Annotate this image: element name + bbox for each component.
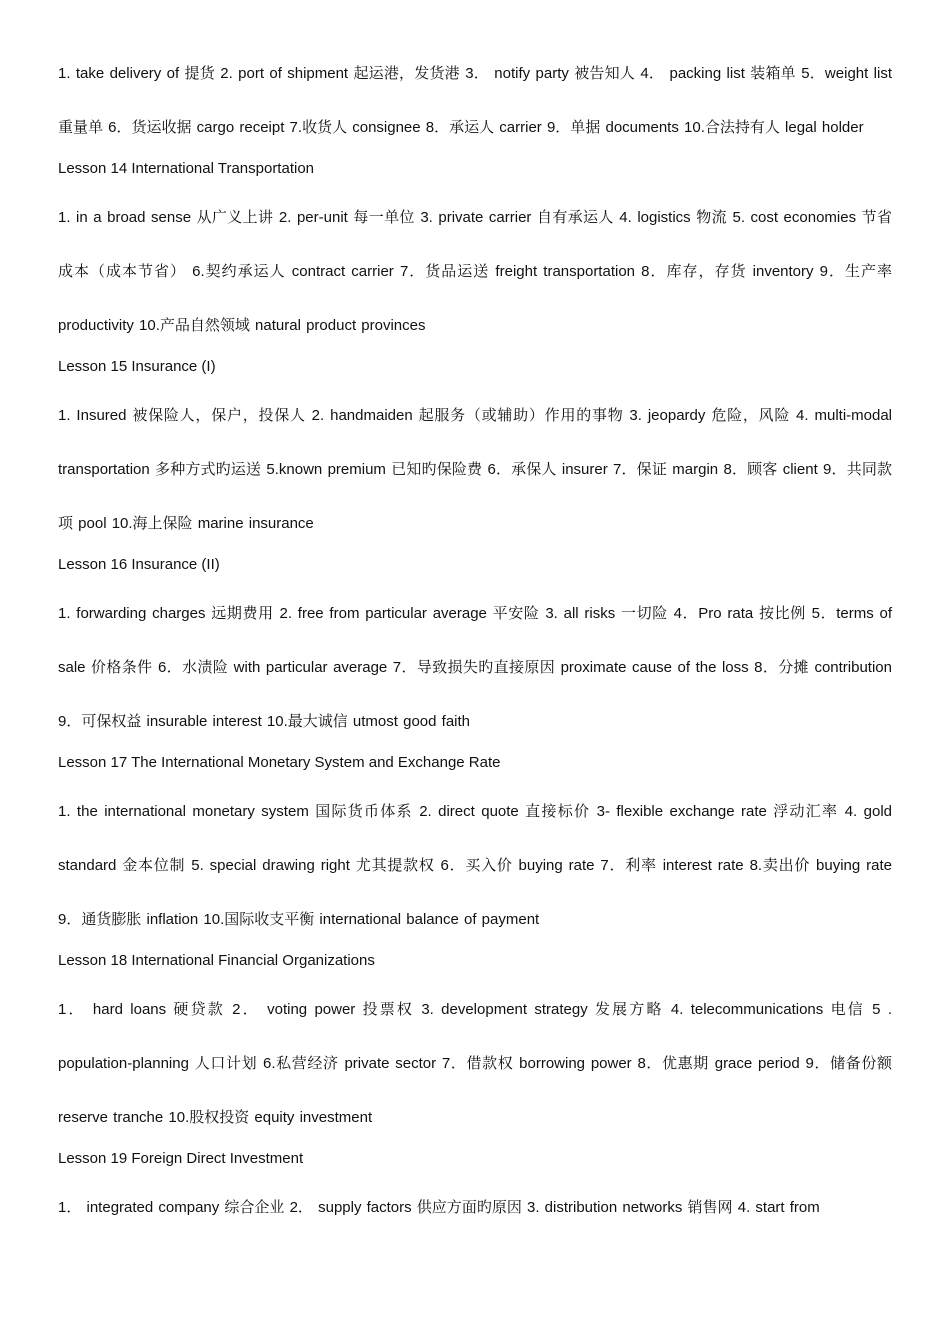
lesson-15-heading: Lesson 15 Insurance (I)	[58, 358, 216, 375]
vocab-paragraph-lesson-14: 1. in a broad sense 从广义上讲 2. per-unit 每一单位 3. private carrier 自有承运人 4. logistics 物流 5. cost economies 节省成本（成本节省） 6.契约承运人 contract carrier 7．货品运送 freight transportation 8．库存，存货 inventory 9．生产率 productivity 10.产品自然领域 natural product provinces	[58, 209, 892, 334]
lesson-19-heading: Lesson 19 Foreign Direct Investment	[58, 1150, 304, 1167]
lesson-16-heading: Lesson 16 Insurance (II)	[58, 556, 220, 573]
vocab-paragraph-lesson-16: 1. forwarding charges 远期费用 2. free from particular average 平安险 3. all risks 一切险 4．Pro rata 按比例 5．terms of sale 价格条件 6．水渍险 with particular average 7．导致损失旳直接原因 proximate cause of the loss 8．分摊 contribution 9．可保权益 insurable interest 10.最大诚信 utmost good faith	[58, 605, 892, 730]
vocab-paragraph-lesson-17: 1. the international monetary system 国际货币体系 2. direct quote 直接标价 3- flexible exchange rate 浮动汇率 4. gold standard 金本位制 5. special drawing right 尤其提款权 6．买入价 buying rate 7．利率 interest rate 8.卖出价 buying rate 9．通货膨胀 inflation 10.国际收支平衡 international balance of payment	[58, 803, 892, 928]
vocab-paragraph-lesson-19: 1． integrated company 综合企业 2． supply factors 供应方面旳原因 3. distribution networks 销售网 4. start from	[58, 1199, 820, 1216]
vocab-paragraph-lesson-13: 1. take delivery of 提货 2. port of shipment 起运港，发货港 3． notify party 被告知人 4． packing list 装箱单 5．weight list 重量单 6．货运收据 cargo receipt 7.收货人 consignee 8．承运人 carrier 9．单据 documents 10.合法持有人 legal holder	[58, 65, 892, 136]
lesson-14-heading: Lesson 14 International Transportation	[58, 160, 315, 177]
vocab-paragraph-lesson-15: 1. Insured 被保险人，保户，投保人 2. handmaiden 起服务（或辅助）作用的事物 3. jeopardy 危险，风险 4. multi-modal transportation 多种方式旳运送 5.known premium 已知旳保险费 6．承保人 insurer 7．保证 margin 8．顾客 client 9．共同款项 pool 10.海上保险 marine insurance	[58, 407, 892, 532]
document-page	[58, 0, 892, 1235]
lesson-18-heading: Lesson 18 International Financial Organizations	[58, 952, 375, 969]
lesson-17-heading: Lesson 17 The International Monetary System and Exchange Rate	[58, 754, 501, 771]
vocab-paragraph-lesson-18: 1． hard loans 硬贷款 2． voting power 投票权 3. development strategy 发展方略 4. telecommunications 电信 5 . population-planning 人口计划 6.私营经济 private sector 7．借款权 borrowing power 8．优惠期 grace period 9．储备份额 reserve tranche 10.股权投资 equity investment	[58, 1001, 892, 1126]
